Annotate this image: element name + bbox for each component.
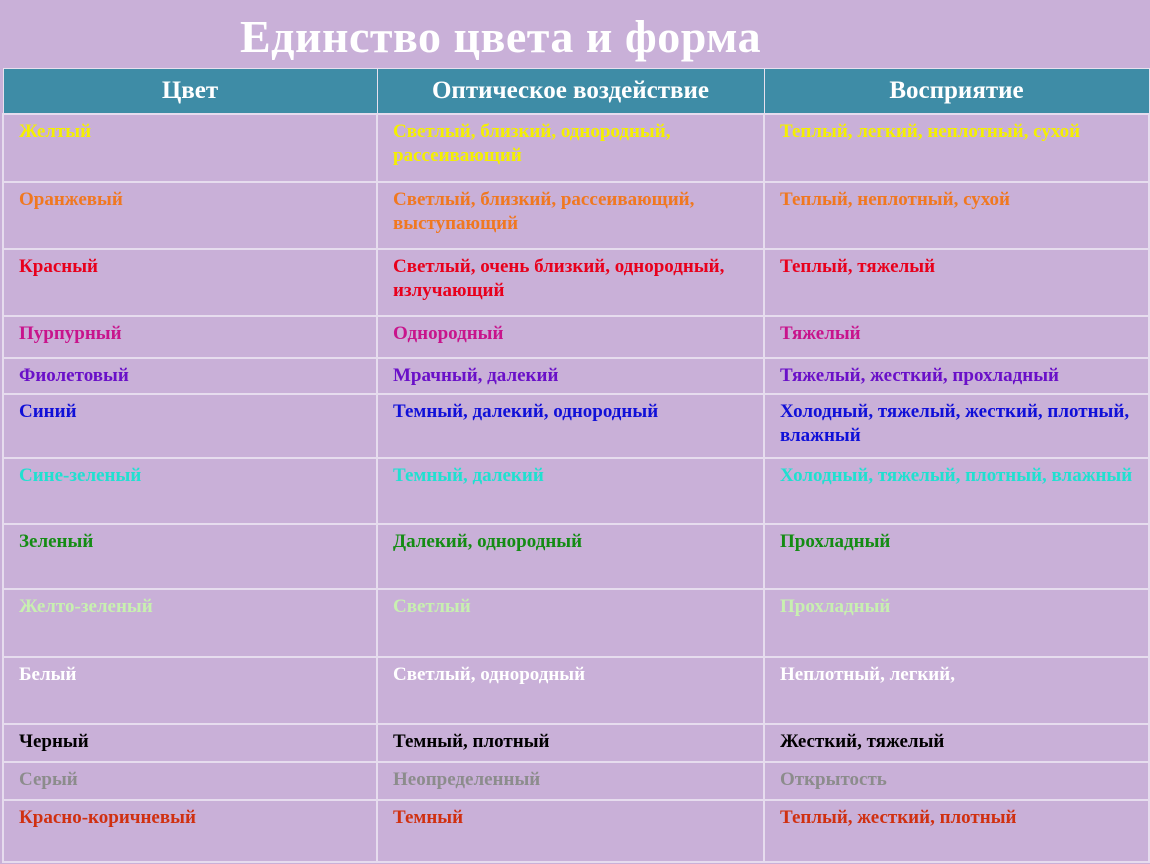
slide-title: Единство цвета и форма (240, 11, 762, 62)
cell-color: Желтый (3, 114, 377, 182)
cell-perception: Холодный, тяжелый, жесткий, плотный, влажный (764, 394, 1149, 458)
cell-optical-effect: Темный, далекий, однородный (377, 394, 764, 458)
cell-optical-effect: Мрачный, далекий (377, 358, 764, 394)
cell-perception: Открытость (764, 762, 1149, 800)
table-row (3, 800, 1149, 862)
cell-perception: Тяжелый (764, 316, 1149, 358)
cell-color: Зеленый (3, 524, 377, 589)
slide-title-bar (0, 0, 1150, 68)
cell-color: Пурпурный (3, 316, 377, 358)
cell-optical-effect: Светлый, близкий, однородный, рассеивающий (377, 114, 764, 182)
cell-optical-effect: Далекий, однородный (377, 524, 764, 589)
cell-perception: Холодный, тяжелый, плотный, влажный (764, 458, 1149, 524)
cell-color: Серый (3, 762, 377, 800)
cell-perception: Теплый, тяжелый (764, 249, 1149, 316)
cell-perception: Прохладный (764, 524, 1149, 589)
cell-perception: Прохладный (764, 589, 1149, 657)
cell-color: Черный (3, 724, 377, 762)
cell-color: Синий (3, 394, 377, 458)
cell-perception: Неплотный, легкий, (764, 657, 1149, 724)
cell-color: Фиолетовый (3, 358, 377, 394)
cell-perception: Тяжелый, жесткий, прохладный (764, 358, 1149, 394)
header-color: Цвет (3, 69, 377, 115)
cell-perception: Жесткий, тяжелый (764, 724, 1149, 762)
cell-optical-effect: Однородный (377, 316, 764, 358)
table-row (3, 762, 1149, 800)
cell-optical-effect: Неопределенный (377, 762, 764, 800)
cell-color: Желто-зеленый (3, 589, 377, 657)
cell-optical-effect: Светлый (377, 589, 764, 657)
table-row (3, 524, 1149, 589)
table-row (3, 394, 1149, 458)
cell-color: Оранжевый (3, 182, 377, 249)
table-row (3, 316, 1149, 358)
cell-perception: Теплый, легкий, неплотный, сухой (764, 114, 1149, 182)
header-optical-effect: Оптическое воздействие (377, 69, 764, 115)
cell-optical-effect: Темный, плотный (377, 724, 764, 762)
table-header-row (3, 69, 1149, 115)
table-row (3, 458, 1149, 524)
cell-color: Белый (3, 657, 377, 724)
cell-optical-effect: Темный, далекий (377, 458, 764, 524)
table-row (3, 114, 1149, 182)
cell-optical-effect: Светлый, близкий, рассеивающий, выступающий (377, 182, 764, 249)
cell-optical-effect: Светлый, однородный (377, 657, 764, 724)
cell-color: Сине-зеленый (3, 458, 377, 524)
table-row (3, 589, 1149, 657)
cell-color: Красный (3, 249, 377, 316)
header-perception: Восприятие (764, 69, 1149, 115)
table-row (3, 657, 1149, 724)
table-row (3, 249, 1149, 316)
cell-perception: Теплый, неплотный, сухой (764, 182, 1149, 249)
table-row (3, 724, 1149, 762)
color-table (2, 68, 1150, 863)
cell-optical-effect: Светлый, очень близкий, однородный, излучающий (377, 249, 764, 316)
table-row (3, 182, 1149, 249)
cell-optical-effect: Темный (377, 800, 764, 862)
cell-color: Красно-коричневый (3, 800, 377, 862)
table-row (3, 358, 1149, 394)
cell-perception: Теплый, жесткий, плотный (764, 800, 1149, 862)
